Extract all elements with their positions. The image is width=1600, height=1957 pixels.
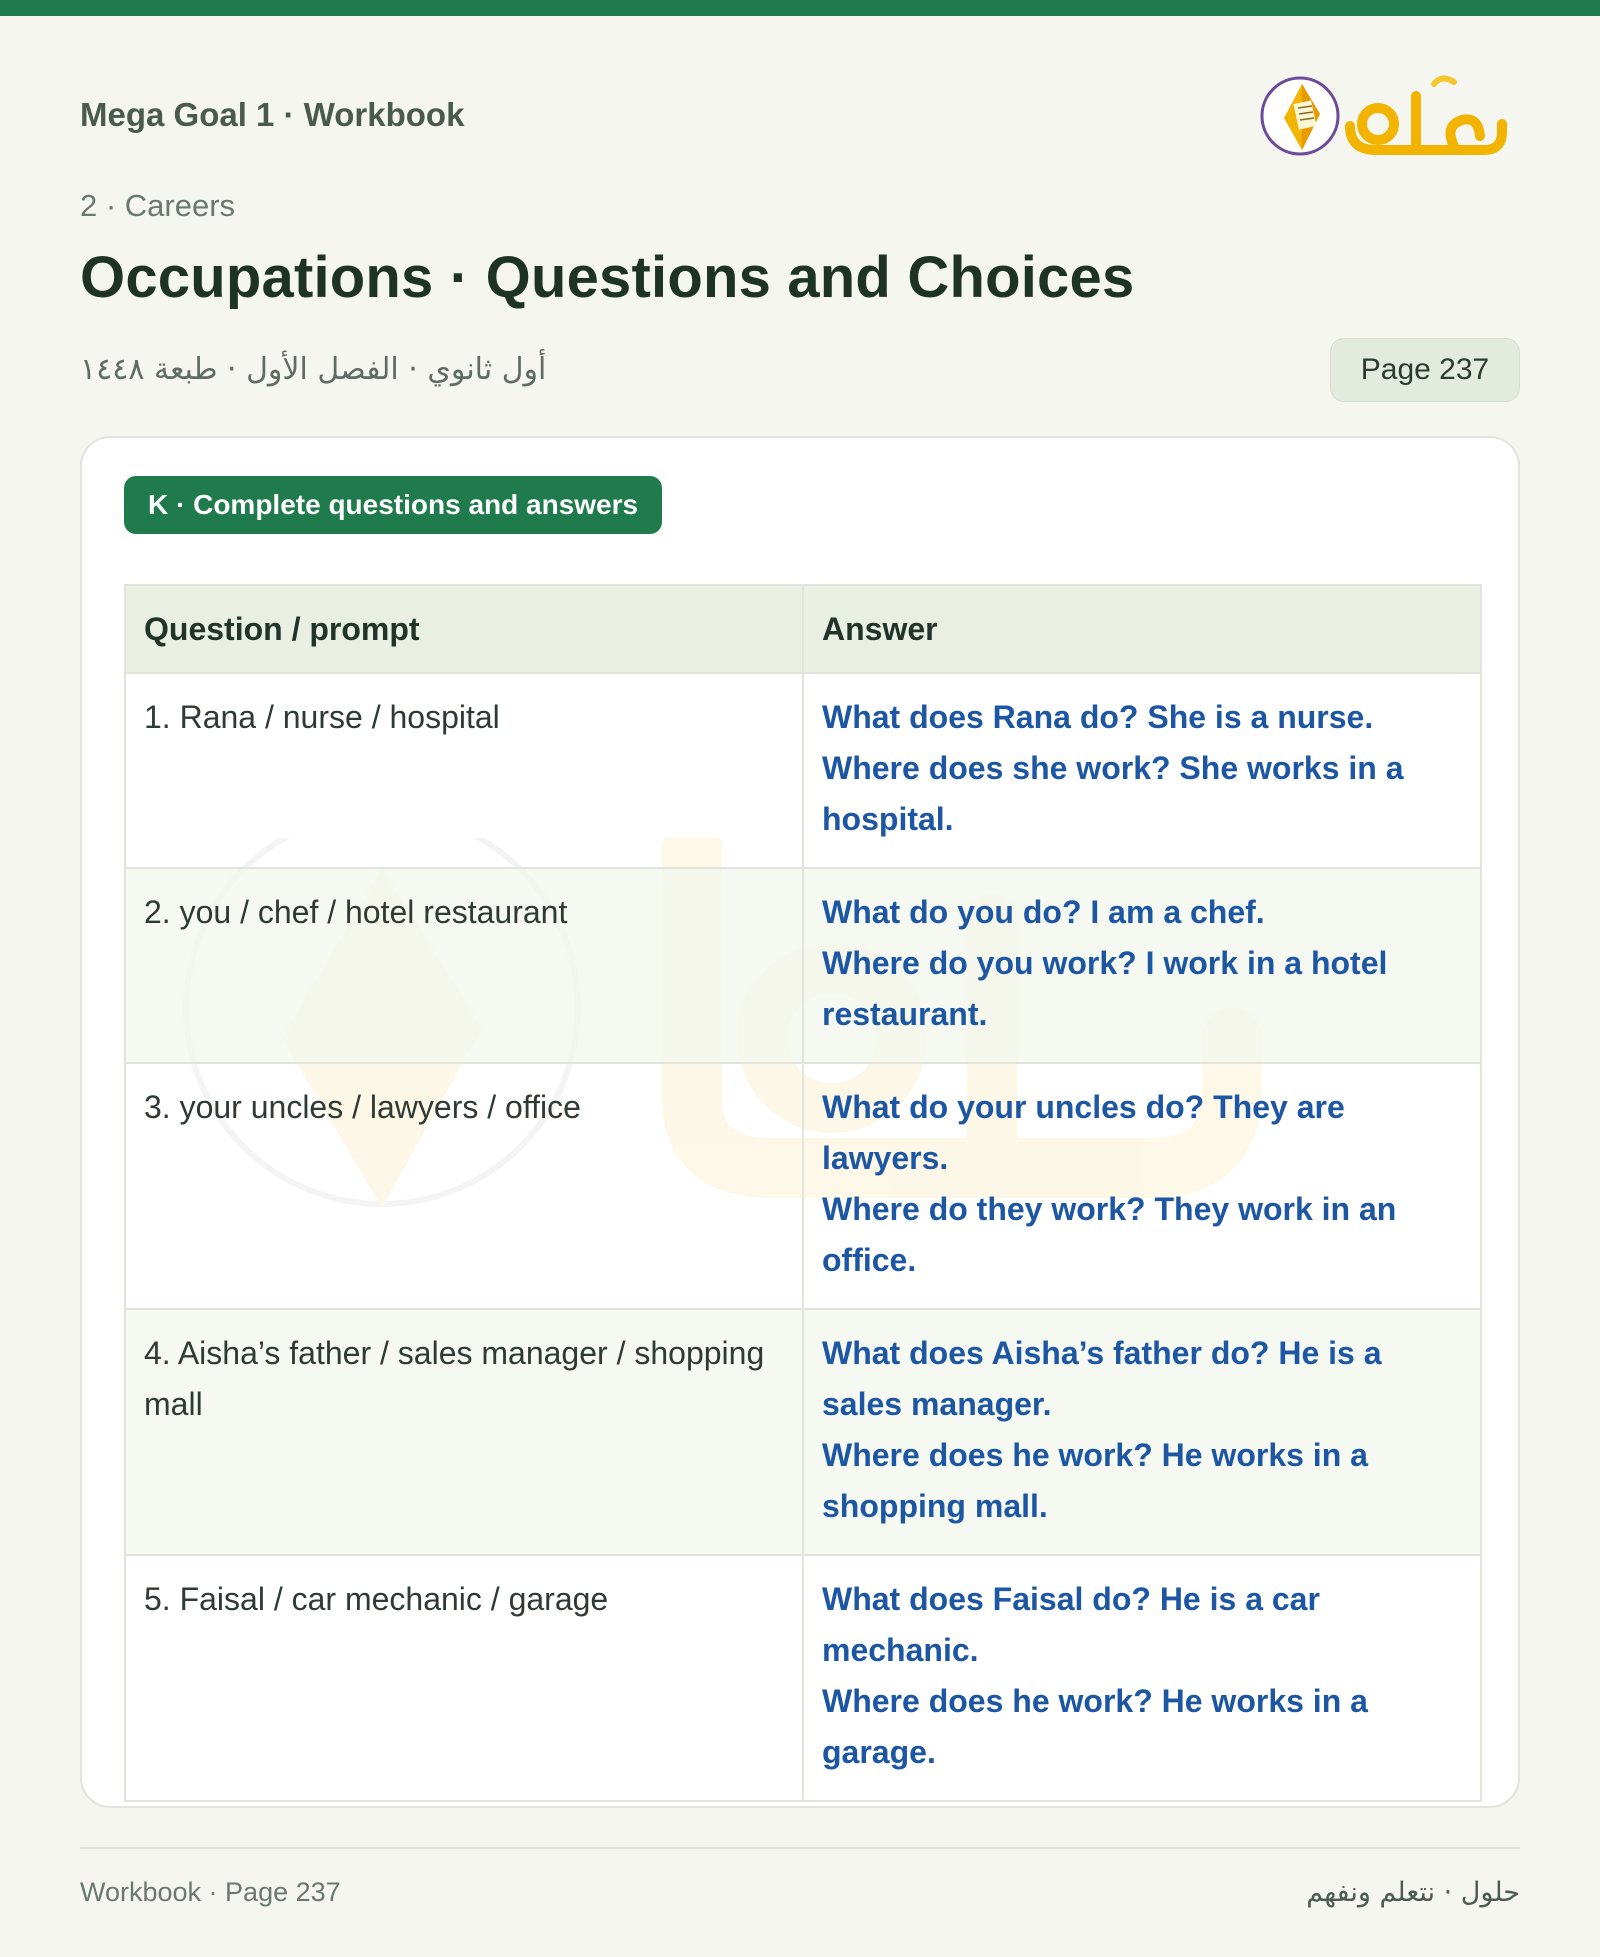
answer-question-line: What does Rana do? She is a nurse. bbox=[822, 699, 1374, 735]
book-title: Mega Goal 1 · Workbook bbox=[80, 96, 465, 133]
prompt-cell: 4. Aisha’s father / sales manager / shopping mall bbox=[125, 1309, 803, 1555]
answer-question-line: What do you do? I am a chef. bbox=[822, 894, 1265, 930]
answer-cell bbox=[803, 673, 1481, 868]
footer-divider bbox=[80, 1847, 1520, 1849]
table-row bbox=[125, 1063, 1481, 1309]
prompt-cell: 3. your uncles / lawyers / office bbox=[125, 1063, 803, 1309]
answer-location-line: Where does he work? He works in a shopping mall. bbox=[822, 1437, 1368, 1524]
answer-location-line: Where does she work? She works in a hospital. bbox=[822, 750, 1404, 837]
table-row bbox=[125, 868, 1481, 1063]
prompt-cell: 2. you / chef / hotel restaurant bbox=[125, 868, 803, 1063]
answer-cell bbox=[803, 868, 1481, 1063]
unit-label: 2 · Careers bbox=[80, 188, 236, 223]
answer-question-line: What do your uncles do? They are lawyers. bbox=[822, 1089, 1345, 1176]
answer-question-line: What does Faisal do? He is a car mechanic. bbox=[822, 1581, 1320, 1668]
section-label: K · Complete questions and answers bbox=[124, 476, 662, 534]
grade-edition-label: أول ثانوي · الفصل الأول · طبعة ١٤٤٨ bbox=[80, 352, 547, 387]
page-title: Occupations · Questions and Choices bbox=[80, 245, 1135, 310]
hulool-logo bbox=[1258, 66, 1508, 166]
answer-location-line: Where do they work? They work in an office. bbox=[822, 1191, 1397, 1278]
column-header-answer: Answer bbox=[803, 585, 1481, 673]
answer-cell bbox=[803, 1063, 1481, 1309]
answer-question-line: What does Aisha’s father do? He is a sales manager. bbox=[822, 1335, 1382, 1422]
page-badge: Page 237 bbox=[1330, 338, 1520, 402]
prompt-cell: 5. Faisal / car mechanic / garage bbox=[125, 1555, 803, 1801]
column-header-prompt: Question / prompt bbox=[125, 585, 803, 673]
table-header-row bbox=[125, 585, 1481, 673]
table-row bbox=[125, 1309, 1481, 1555]
top-accent-bar bbox=[0, 0, 1600, 16]
table-row bbox=[125, 673, 1481, 868]
qa-table bbox=[124, 584, 1482, 1802]
answer-location-line: Where do you work? I work in a hotel restaurant. bbox=[822, 945, 1388, 1032]
answer-location-line: Where does he work? He works in a garage. bbox=[822, 1683, 1368, 1770]
answer-cell bbox=[803, 1555, 1481, 1801]
exercise-card bbox=[80, 436, 1520, 1808]
table-row bbox=[125, 1555, 1481, 1801]
footer-tagline: حلول · نتعلم ونفهم bbox=[1306, 1877, 1520, 1908]
footer-page-label: Workbook · Page 237 bbox=[80, 1877, 341, 1907]
answer-cell bbox=[803, 1309, 1481, 1555]
prompt-cell: 1. Rana / nurse / hospital bbox=[125, 673, 803, 868]
